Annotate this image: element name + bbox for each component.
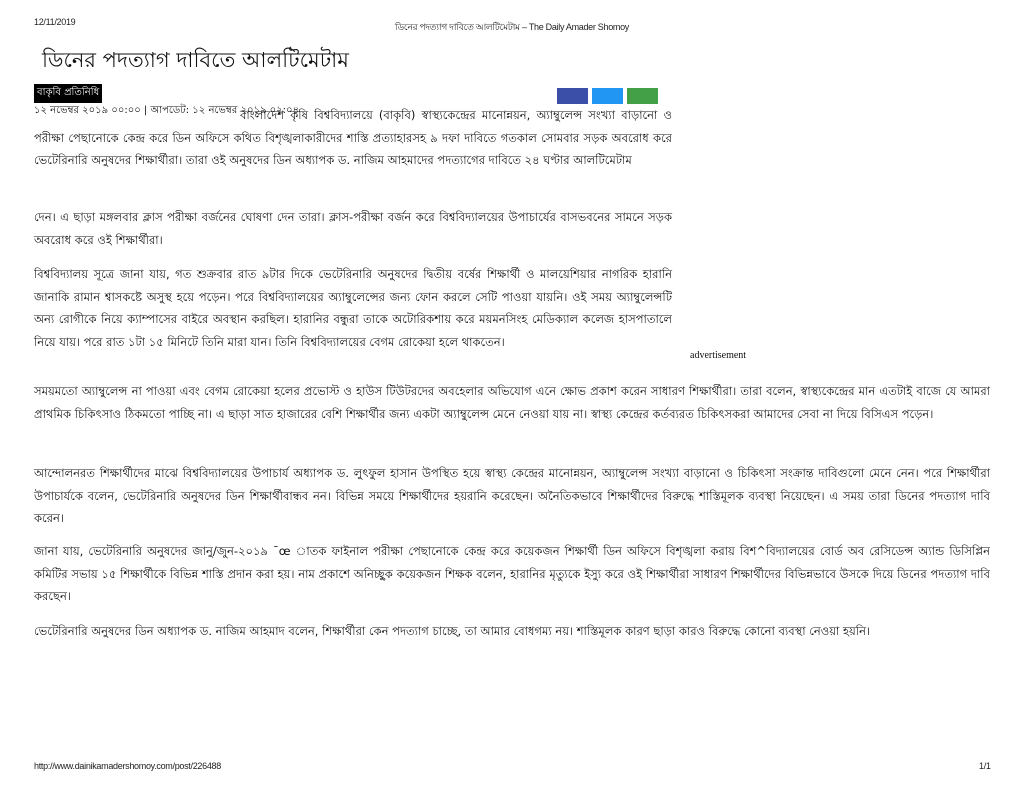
article-paragraph: আন্দোলনরত শিক্ষার্থীদের মাঝে বিশ্ববিদ্যালয়ের উপাচার্য অধ্যাপক ড. লুৎফুল হাসান উপস্থিত হয়ে স্বাস্থ্য কেন্দ্রের মানোন্নয়ন, অ্যাম্বুলেন্স সংখ্যা বাড়ানো ও চিকিৎসা সংক্রান্ত দাবিগুলো মেনে নেন। পরে শিক্ষার্থীরা উপাচার্যকে বলেন, ভেটেরিনারি অনুষদের ডিন শিক্ষার্থীবান্ধব নন। বিভিন্ন সময়ে শিক্ষার্থীদের হয়রানি করেছেন। অনৈতিকভাবে শিক্ষার্থীদের বিরুদ্ধে শাস্তিমূলক ব্যবস্থা নিয়েছেন। এ সময় তারা ডিনের পদত্যাগ দাবি করেন।: [34, 466, 990, 525]
byline: বাকৃবি প্রতিনিধি: [34, 84, 102, 103]
share-buttons: [557, 88, 658, 104]
article-paragraph: বিশ্ববিদ্যালয় সূত্রে জানা যায়, গত শুক্রবার রাত ৯টার দিকে ভেটেরিনারি অনুষদের দ্বিতীয় বর্ষের শিক্ষার্থী ও মালয়েশিয়ার নাগরিক হারানি জানাকি রামান শ্বাসকষ্টে অসুস্থ হয়ে পড়েন। পরে বিশ্ববিদ্যালয়ের অ্যাম্বুলেন্সের জন্য ফোন করলে সেটি পাওয়া যায়নি। ওই সময় অ্যাম্বুলেন্সটি অন্য রোগীকে নিয়ে ক্যাম্পাসের বাইরে অবস্থান করছিল। হারানির বন্ধুরা তাকে অটোরিকশায় করে ময়মনসিংহ মেডিক্যাল কলেজ হাসপাতালে নিয়ে যায়। পরে রাত ১টা ১৫ মিনিটে তিনি মারা যান। তিনি বিশ্ববিদ্যালয়ের বেগম রোকেয়া হলে থাকতেন।: [34, 267, 672, 349]
advertisement-label: advertisement: [690, 350, 747, 361]
twitter-share-button[interactable]: [592, 88, 623, 104]
article-paragraph: বাংলাদেশ কৃষি বিশ্ববিদ্যালয়ে (বাকৃবি) স্বাস্থ্যকেন্দ্রের মানোন্নয়ন, অ্যাম্বুলেন্স সংখ্যা বাড়ানো ও পরীক্ষা পেছানোকে কেন্দ্র করে ডিন অফিসে কথিত বিশৃঙ্খলাকারীদের শাস্তি প্রত্যাহারসহ ৯ দফা দাবিতে গতকাল সোমবার সড়ক অবরোধ করে ভেটেরিনারি অনুষদের শিক্ষার্থীরা। তারা ওই অনুষদের ডিন অধ্যাপক ড. নাজিম আহমাদের পদত্যাগের দাবিতে ২৪ ঘণ্টার আলটিমেটাম: [34, 108, 672, 167]
article-paragraph: জানা যায়, ভেটেরিনারি অনুষদের জানু/জুন-২০১৯ ¯œ াতক ফাইনাল পরীক্ষা পেছানোকে কেন্দ্র করে কয়েকজন শিক্ষার্থী ডিন অফিসে বিশৃঙ্খলা করায় বিশ^বিদ্যালয়ের বোর্ড অব রেসিডেন্স অ্যান্ড ডিসিপ্লিন কমিটির সভায় ১৫ শিক্ষার্থীকে বিভিন্ন শাস্তি প্রদান করা হয়। নাম প্রকাশে অনিচ্ছুক কয়েকজন শিক্ষক বলেন, হারানির মৃত্যুকে ইস্যু করে ওই শিক্ষার্থীরা সাধারণ শিক্ষার্থীদের বিভিন্নভাবে উসকে দিয়ে ডিনের পদত্যাগ দাবি করছেন।: [34, 544, 990, 603]
print-date: 12/11/2019: [34, 17, 76, 27]
page-number: 1/1: [979, 761, 991, 771]
facebook-share-button[interactable]: [557, 88, 588, 104]
print-page-title: ডিনের পদত্যাগ দাবিতে আলটিমেটাম – The Daily Amader Shomoy: [395, 22, 629, 32]
page-url: http://www.dainikamadershomoy.com/post/226488: [34, 761, 221, 771]
article-paragraph: সময়মতো অ্যাম্বুলেন্স না পাওয়া এবং বেগম রোকেয়া হলের প্রভোস্ট ও হাউস টিউটরদের অবহেলার অভিযোগ এনে ক্ষোভ প্রকাশ করেন সাধারণ শিক্ষার্থীরা। তারা বলেন, স্বাস্থ্যকেন্দ্রের মান এতটাই বাজে যে আমরা প্রাথমিক চিকিৎসাও ঠিকমতো পাচ্ছি না। এ ছাড়া সাত হাজারের বেশি শিক্ষার্থীর জন্য একটা অ্যাম্বুলেন্স মেনে নেওয়া যায় না। স্বাস্থ্য কেন্দ্রের কর্তব্যরত চিকিৎসকরা আমাদের সেবা না দিয়ে বিসিএস পড়েন।: [34, 384, 990, 421]
dateline: ১২ নভেম্বর ২০১৯ ০০:০০ | আপডেট: ১২ নভেম্বর ২০১৯ ০২:০৪: [34, 105, 299, 116]
article-paragraph: ভেটেরিনারি অনুষদের ডিন অধ্যাপক ড. নাজিম আহমাদ বলেন, শিক্ষার্থীরা কেন পদত্যাগ চাচ্ছে, তা আমার বোধগম্য নয়। শাস্তিমূলক কারণ ছাড়া কারও বিরুদ্ধে কোনো ব্যবস্থা নেওয়া হয়নি।: [34, 624, 871, 638]
article-paragraph: দেন। এ ছাড়া মঙ্গলবার ক্লাস পরীক্ষা বর্জনের ঘোষণা দেন তারা। ক্লাস-পরীক্ষা বর্জন করে বিশ্ববিদ্যালয়ের উপাচার্যের বাসভবনের সামনে সড়ক অবরোধ করে ওই শিক্ষার্থীরা।: [34, 210, 672, 247]
article-headline: ডিনের পদত্যাগ দাবিতে আলটিমেটাম: [42, 48, 349, 72]
whatsapp-share-button[interactable]: [627, 88, 658, 104]
